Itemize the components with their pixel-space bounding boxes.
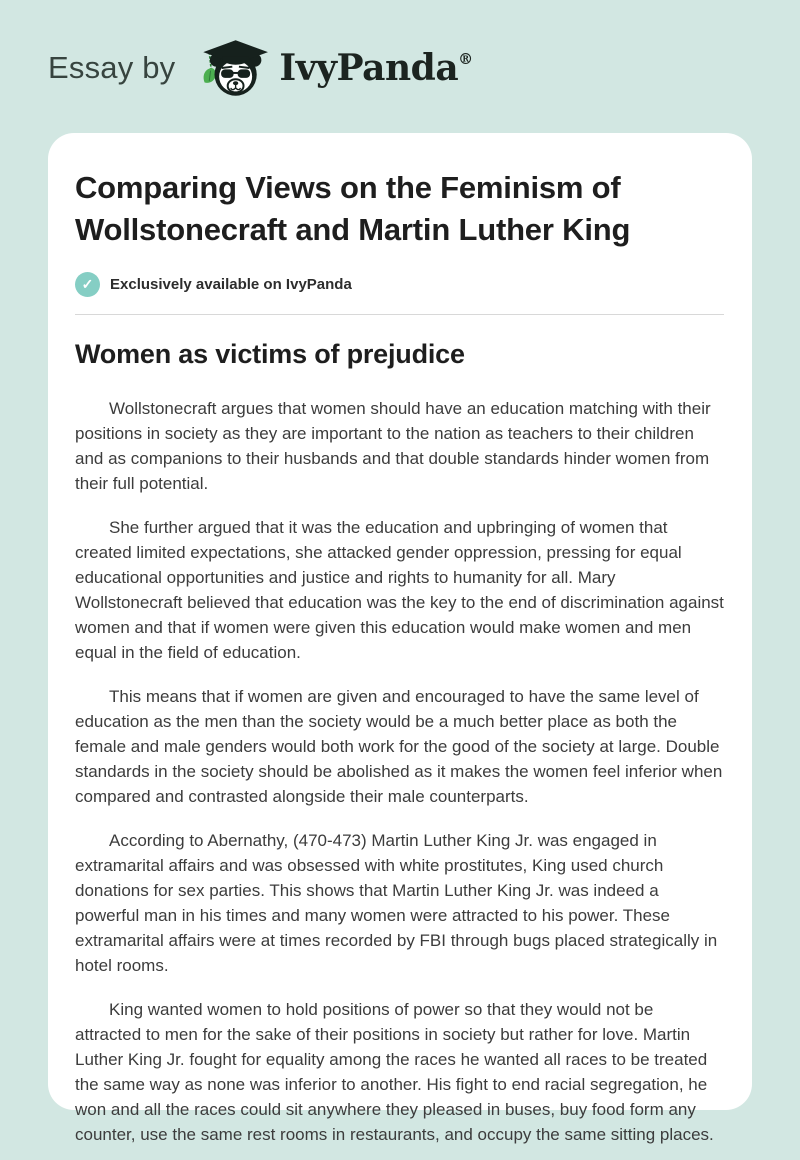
essay-card — [48, 133, 752, 1144]
essay-by-label: Essay by — [48, 49, 176, 85]
exclusive-badge — [75, 272, 724, 297]
glasses-icon — [221, 69, 234, 78]
check-icon: ✓ — [75, 272, 100, 297]
page-header — [0, 0, 800, 105]
paragraph-2: She further argued that it was the education and upbringing of women that created limited expectations, she attacked gender oppression, pressing for equal educational opportunities and justice and rights to humanity for all. Mary Wollstonecraft believed that education was the key to the end of discrimination against women and that if women were given this education would make women and men equal in the field of education. — [75, 518, 724, 662]
paragraph-1: Wollstonecraft argues that women should have an education matching with their positions in society as they are important to the nation as teachers to their children and as companions to their husbands and that double standards hinder women from their full potential. — [75, 399, 711, 493]
registered-mark: ® — [458, 49, 473, 68]
essay-title: Comparing Views on the Feminism of Wollstonecraft and Martin Luther King — [75, 170, 631, 247]
brand-text: IvyPanda — [279, 46, 459, 89]
exclusive-badge-label: Exclusively available on IvyPanda — [110, 276, 352, 293]
panda-graduate-icon — [191, 35, 271, 101]
divider — [75, 314, 724, 315]
ivypanda-logo[interactable] — [191, 35, 472, 101]
brand-name — [279, 47, 472, 89]
section-heading: Women as victims of prejudice — [75, 339, 465, 369]
essay-body — [75, 396, 724, 1147]
paragraph-3: This means that if women are given and encouraged to have the same level of education as the men than the society would be a much better place as both the female and male genders would both work for the good of the society at large. Double standards in the society should be abolished as it makes the women feel inferior when compared and contrasted alongside their male counterparts. — [75, 687, 723, 806]
paragraph-4: According to Abernathy, (470-473) Martin Luther King Jr. was engaged in extramarital affairs and was obsessed with white prostitutes, King used church donations for sex parties. This shows that Martin Luther King Jr. was indeed a powerful man in his times and many women were attracted to his power. These extramarital affairs were at times recorded by FBI through bugs placed strategically in hotel rooms. — [75, 831, 718, 975]
paragraph-5: King wanted women to hold positions of power so that they would not be attracted to men for the sake of their positions in society but rather for love. Martin Luther King Jr. fought for equality among the races he wanted all races to be treated the same way as none was inferior to another. His fight to end racial segregation, he won and all the races could sit anywhere they pleased in buses, buy food form any counter, use the same rest rooms in restaurants, and occupy the same sitting places. — [75, 1000, 714, 1144]
